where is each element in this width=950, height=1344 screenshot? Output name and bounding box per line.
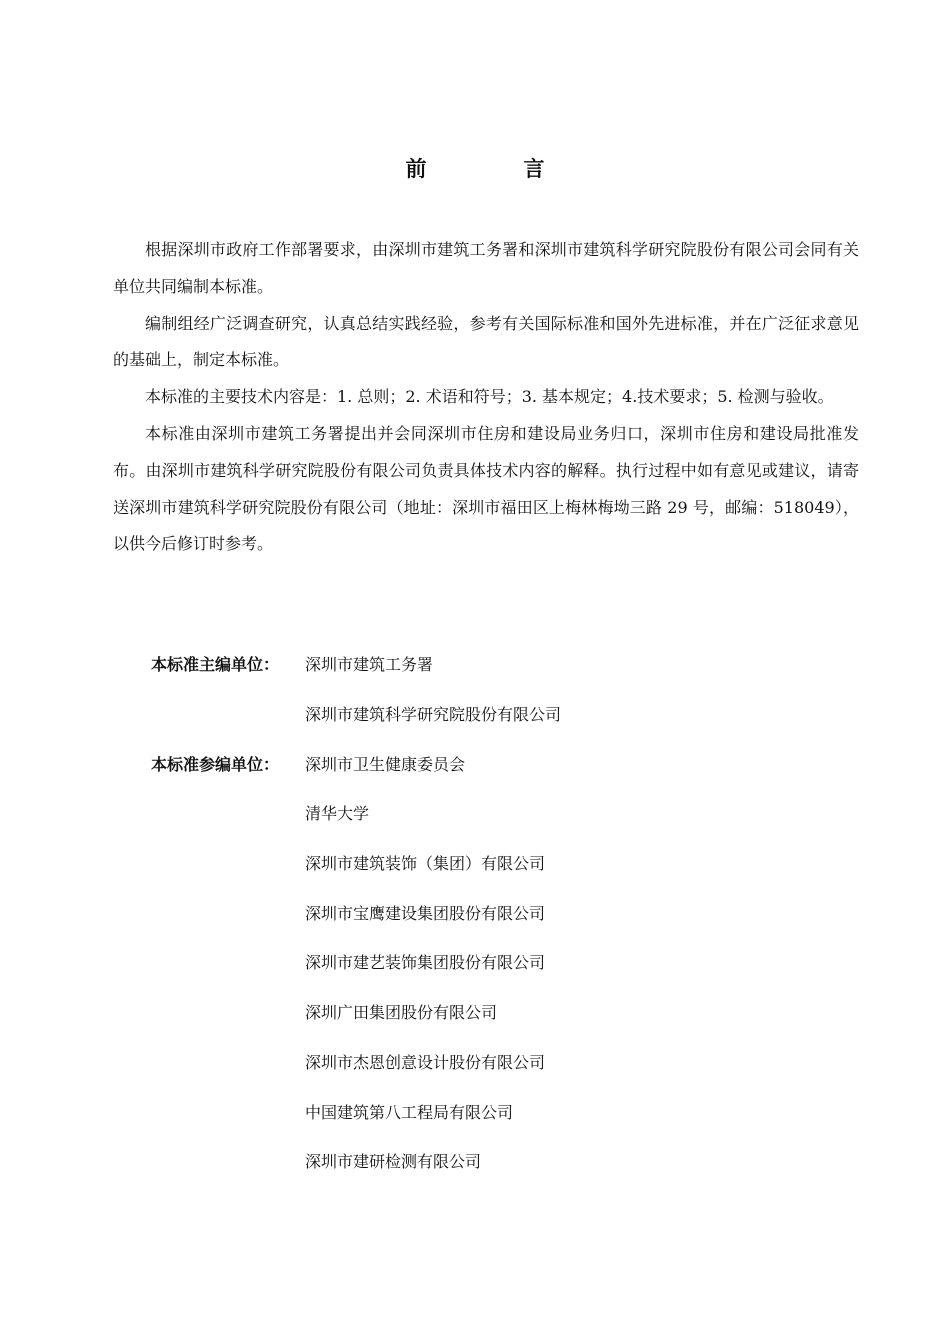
participating-unit: 深圳广田集团股份有限公司 [305, 1003, 498, 1023]
participating-units-label: 本标准参编单位： [151, 754, 280, 774]
chief-unit-row [151, 689, 851, 739]
participating-unit: 深圳市建艺装饰集团股份有限公司 [305, 953, 546, 973]
units-list [151, 639, 851, 1186]
participating-unit: 深圳市建研检测有限公司 [305, 1152, 482, 1172]
chief-unit: 深圳市建筑科学研究院股份有限公司 [305, 705, 562, 725]
participating-unit-row [151, 838, 851, 888]
paragraph: 本标准由深圳市建筑工务署提出并会同深圳市住房和建设局业务归口，深圳市住房和建设局批准发布。由深圳市建筑科学研究院股份有限公司负责具体技术内容的解释。执行过程中如有意见或建议，请寄送深圳市建筑科学研究院股份有限公司（地址：深圳市福田区上梅林梅坳三路 29 号，邮编：518049），以供今后修订时参考。 [113, 423, 859, 554]
participating-unit-row [151, 987, 851, 1037]
participating-unit-row [151, 788, 851, 838]
chief-unit: 深圳市建筑工务署 [305, 655, 434, 675]
page-title: 前 言 [405, 157, 583, 181]
paragraph: 本标准的主要技术内容是：1. 总则；2. 术语和符号；3. 基本规定；4.技术要求；5. 检测与验收。 [145, 387, 834, 407]
participating-unit-row [151, 937, 851, 987]
participating-unit-row [151, 1086, 851, 1136]
participating-unit-row [151, 1037, 851, 1087]
paragraph: 根据深圳市政府工作部署要求，由深圳市建筑工务署和深圳市建筑科学研究院股份有限公司会同有关单位共同编制本标准。 [113, 240, 859, 296]
participating-unit-row [151, 1136, 851, 1186]
participating-unit: 深圳市宝鹰建设集团股份有限公司 [305, 903, 546, 923]
participating-unit: 深圳市建筑装饰（集团）有限公司 [305, 854, 546, 874]
participating-unit: 深圳市杰恩创意设计股份有限公司 [305, 1052, 546, 1072]
preface-body [113, 232, 859, 563]
participating-unit: 中国建筑第八工程局有限公司 [305, 1102, 514, 1122]
participating-unit: 清华大学 [305, 804, 370, 824]
participating-unit: 深圳市卫生健康委员会 [305, 754, 466, 774]
chief-unit-row [151, 639, 851, 689]
participating-unit-row [151, 887, 851, 937]
participating-unit-row [151, 738, 851, 788]
chief-units-label: 本标准主编单位： [151, 655, 280, 675]
paragraph: 编制组经广泛调查研究，认真总结实践经验，参考有关国际标准和国外先进标准，并在广泛征求意见的基础上，制定本标准。 [113, 313, 859, 370]
